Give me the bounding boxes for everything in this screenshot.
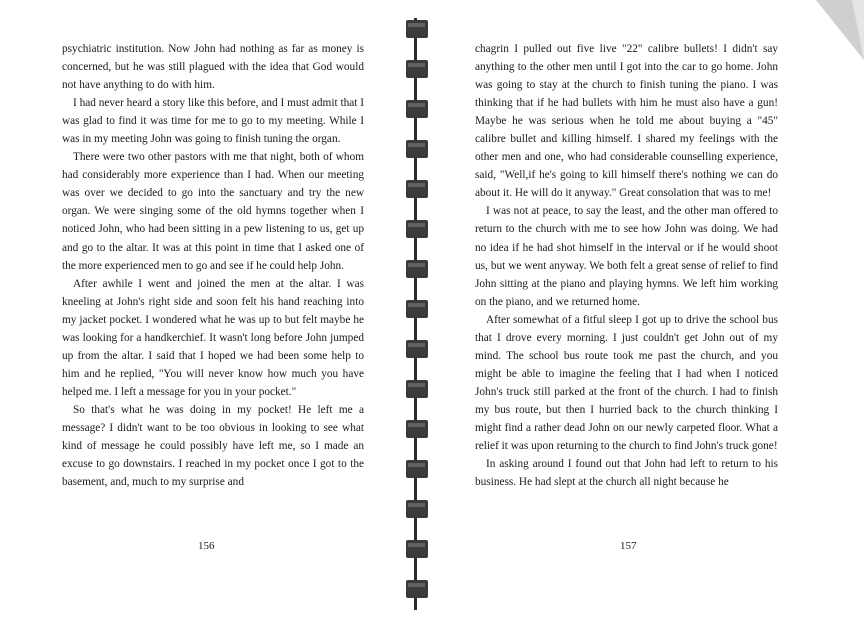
binding-ring xyxy=(406,140,428,158)
page-corner-fold xyxy=(794,0,864,60)
right-page xyxy=(475,40,778,491)
binding-ring xyxy=(406,60,428,78)
binding-ring xyxy=(406,540,428,558)
page-number-right: 157 xyxy=(620,540,637,552)
page-number-left: 156 xyxy=(198,540,215,552)
binding-ring xyxy=(406,500,428,518)
binding-ring xyxy=(406,580,428,598)
left-page xyxy=(62,40,364,491)
left-paragraph-2: I had never heard a story like this before, and I must admit that I was glad to find it was time for me to go to my meeting. While I was in my meeting John was going to finish tuning the organ. xyxy=(62,97,364,146)
binding-ring xyxy=(406,20,428,38)
right-paragraph-2: I was not at peace, to say the least, and the other man offered to return to the church with me to see how John was doing. We had no idea if he had shot himself in the interval or if he would shoot us, but we went anyway. We both felt a great sense of relief to find John sitting at the piano and playing hymns. We left him working on the piano, and we returned home. xyxy=(475,205,778,308)
left-paragraph-3: There were two other pastors with me that night, both of whom had considerably more experience than I had. When our meeting was over we decided to go into the sanctuary and try the new organ. We were singing some of the old hymns together when I noticed John, who had been sitting in a pew listening to us, get up and go to the altar. It was at this point in time that I asked one of the more experienced men to go and see if he could help John. xyxy=(62,151,364,272)
right-paragraph-3: After somewhat of a fitful sleep I got up to drive the school bus that I drove every morning. I just couldn't get John out of my mind. The school bus route took me past the church, and you might be able to imagine the feeling that I had when I noticed John's truck still parked at the front of the church. I had to finish my bus route, but then I hurried back to the church thinking I might find a rather dead John on our newly carpeted floor. What a relief it was upon returning to the church to find John's truck gone! xyxy=(475,313,778,453)
binding-ring xyxy=(406,260,428,278)
binding-ring xyxy=(406,340,428,358)
binding-ring xyxy=(406,220,428,238)
left-paragraph-5: So that's what he was doing in my pocket! He left me a message? I didn't want to be too obvious in looking to see what kind of message he could possibly have left me, so I made an excuse to go downstairs. I reached in my pocket once I got to the basement, and, much to my surprise and xyxy=(62,403,364,489)
binding-ring xyxy=(406,460,428,478)
left-paragraph-4: After awhile I went and joined the men at the altar. I was kneeling at John's right side and soon felt his hand reaching into my jacket pocket. I wondered what he was up to but felt maybe he was looking for a handkerchief. It wasn't long before John jumped up from the altar. I said that I hoped we had been some help to him and he replied, "You will never know how much you have helped me. I left a message for you in your pocket." xyxy=(62,277,364,398)
binding-ring xyxy=(406,380,428,398)
binding-ring xyxy=(406,300,428,318)
binding-ring xyxy=(406,420,428,438)
right-paragraph-1: chagrin I pulled out five live "22" calibre bullets! I didn't say anything to the other men until I got into the car to go home. John was going to stay at the church to finish tuning the piano. I was thinking that if he had bullets with him he must also have a gun! Maybe he was serious when he told me about buying a "45" calibre bullet and killing himself. I shared my feelings with the other men and one, who had considerable counselling experience, said, "Well,if he's going to kill himself there's nothing we can do about it. He will do it anyway." Great consolation that was to me! xyxy=(475,43,778,200)
binding-ring xyxy=(406,100,428,118)
left-paragraph-1: psychiatric institution. Now John had nothing as far as money is concerned, but he was still plagued with the idea that God would not have anything to do with him. xyxy=(62,43,364,92)
right-paragraph-4: In asking around I found out that John had left to return to his business. He had slept at the church all night because he xyxy=(475,458,778,489)
binding-ring xyxy=(406,180,428,198)
spiral-binding xyxy=(400,18,436,610)
